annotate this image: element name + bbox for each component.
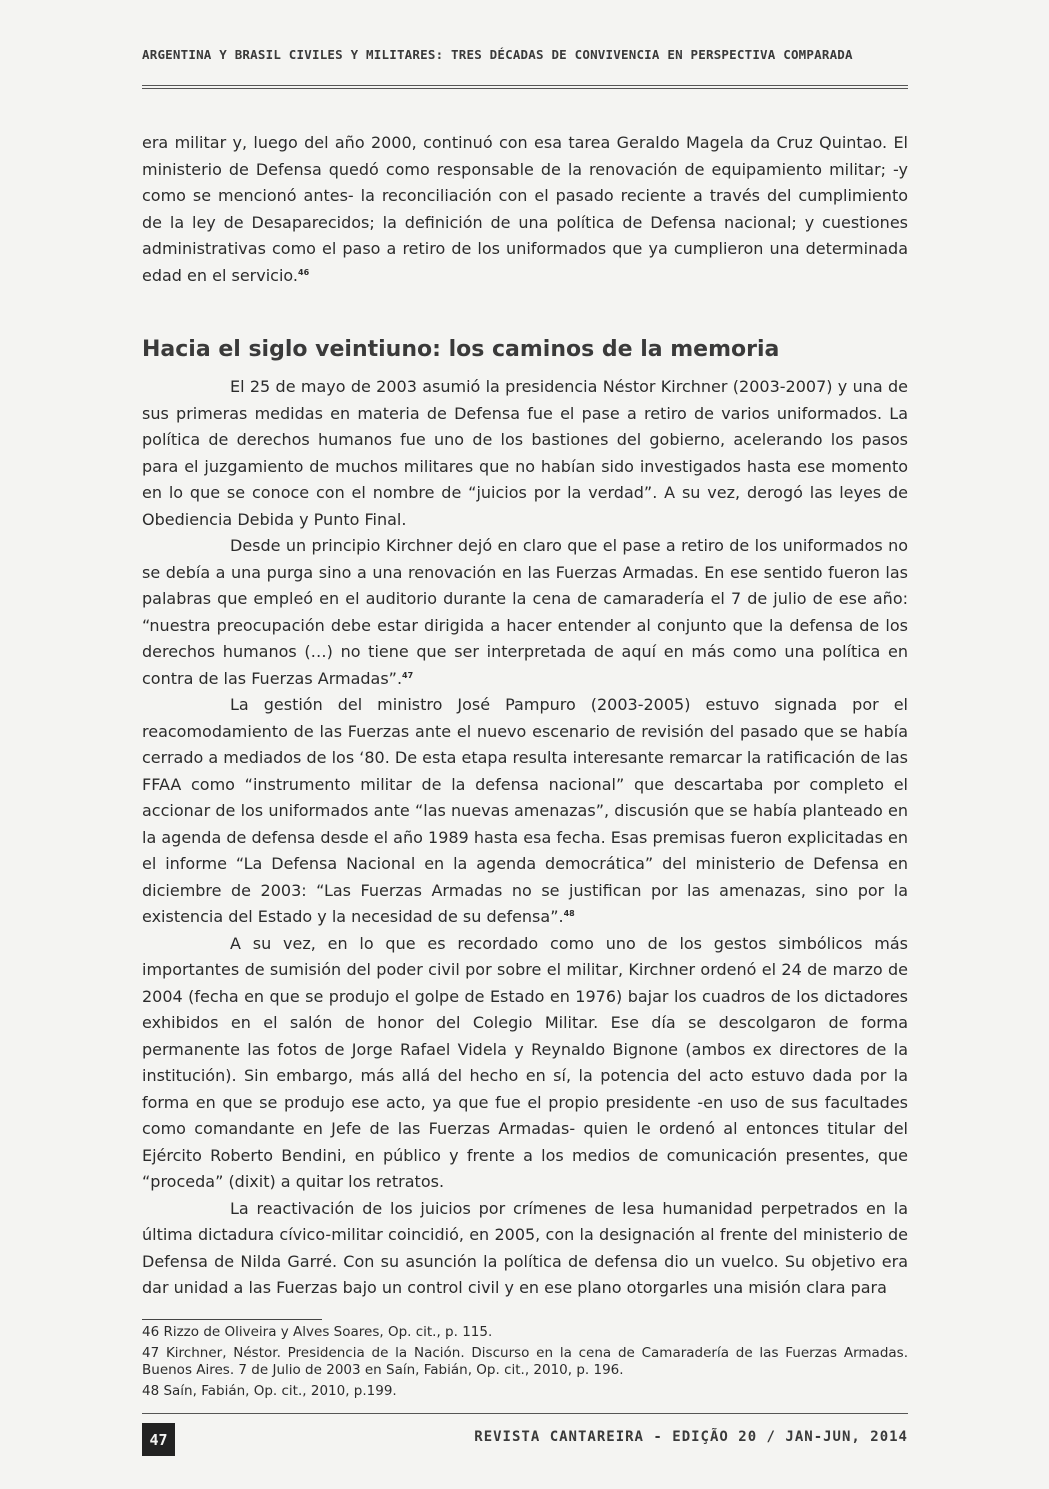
header-rule (142, 85, 908, 86)
paragraph (142, 692, 908, 931)
paragraph (142, 533, 908, 692)
section-body (142, 374, 908, 1302)
intro-paragraph (142, 130, 908, 289)
header-rule-secondary (142, 88, 908, 89)
section-heading: Hacia el siglo veintiuno: los caminos de la memoria (142, 337, 780, 362)
paragraph-text: Desde un principio Kirchner dejó en claro que el pase a retiro de los uniformados no se debía a una purga sino a una renovación en las Fuerzas Armadas. En ese sentido fueron las palabras que empleó en el auditorio durante la cena de camaradería el 7 de julio de ese año: “nuestra preocupación debe estar dirigida a hacer entender al conjunto que la defensa de los derechos humanos (…) no tiene que ser interpretada de aquí en más como una política en contra de las Fuerzas Armadas”. (142, 536, 908, 688)
paragraph (142, 1196, 908, 1302)
footnote-ref[interactable]: 48 (563, 909, 575, 918)
paragraph-text: La gestión del ministro José Pampuro (2003-2005) estuvo signada por el reacomodamiento de las Fuerzas ante el nuevo escenario de revisión del pasado que se había cerrado a mediados de los ‘80. De esta etapa resulta interesante remarcar la ratificación de las FFAA como “instrumento militar de la defensa nacional” que descartaba por completo el accionar de los uniformados ante “las nuevas amenazas”, discusión que se había planteado en la agenda de defensa desde el año 1989 hasta esa fecha. Esas premisas fueron explicitadas en el informe “La Defensa Nacional en la agenda democrática” del ministerio de Defensa en diciembre de 2003: “Las Fuerzas Armadas no se justifican por las amenazas, sino por la existencia del Estado y la necesidad de su defensa”. (142, 695, 908, 926)
paragraph-text: La reactivación de los juicios por crímenes de lesa humanidad perpetrados en la última dictadura cívico-militar coincidió, en 2005, con la designación al frente del ministerio de Defensa de Nilda Garré. Con su asunción la política de defensa dio un vuelco. Su objetivo era dar unidad a las Fuerzas bajo un control civil y en ese plano otorgarles una misión clara para (142, 1198, 908, 1297)
footnote: 47 Kirchner, Néstor. Presidencia de la Nación. Discurso en la cena de Camaradería de las Fuerzas Armadas. Buenos Aires. 7 de Julio de 2003 en Saín, Fabián, Op. cit., 2010, p. 196. (142, 1345, 908, 1378)
intro-paragraph-block (142, 130, 908, 289)
footnote-separator (142, 1319, 322, 1320)
journal-name: REVISTA CANTAREIRA - EDIÇÃO 20 / JAN-JUN, 2014 (474, 1429, 908, 1445)
running-header-title: ARGENTINA Y BRASIL CIVILES Y MILITARES: TRES DÉCADAS DE CONVIVENCIA EN PERSPECTIVA COMPARADA (142, 47, 853, 62)
paragraph-text: A su vez, en lo que es recordado como uno de los gestos simbólicos más importantes de sumisión del poder civil por sobre el militar, Kirchner ordenó el 24 de marzo de 2004 (fecha en que se produjo el golpe de Estado en 1976) bajar los cuadros de los dictadores exhibidos en el salón de honor del Colegio Militar. Ese día se descolgaron de forma permanente las fotos de Jorge Rafael Videla y Reynaldo Bignone (ambos ex directores de la institución). Sin embargo, más allá del hecho en sí, la potencia del acto estuvo dada por la forma en que se produjo ese acto, ya que fue el propio presidente -en uso de sus facultades como comandante en Jefe de las Fuerzas Armadas- quien le ordenó al entonces titular del Ejército Roberto Bendini, en público y frente a los medios de comunicación presentes, que “proceda” (dixit) a quitar los retratos. (142, 933, 908, 1191)
footnotes (142, 1324, 908, 1404)
footnote: 48 Saín, Fabián, Op. cit., 2010, p.199. (142, 1383, 397, 1399)
paragraph-text: era militar y, luego del año 2000, continuó con esa tarea Geraldo Magela da Cruz Quintao. El ministerio de Defensa quedó como responsable de la renovación de equipamiento militar; -y como se mencionó antes- la reconciliación con el pasado reciente a través del cumplimiento de la ley de Desaparecidos; la definición de una política de Defensa nacional; y cuestiones administrativas como el paso a retiro de los uniformados que ya cumplieron una determinada edad en el servicio. (142, 133, 908, 285)
paragraph-text: El 25 de mayo de 2003 asumió la presidencia Néstor Kirchner (2003-2007) y una de sus primeras medidas en materia de Defensa fue el pase a retiro de varios uniformados. La política de derechos humanos fue uno de los bastiones del gobierno, acelerando los pasos para el juzgamiento de muchos militares que no habían sido investigados hasta ese momento en lo que se conoce con el nombre de “juicios por la verdad”. A su vez, derogó las leyes de Obediencia Debida y Punto Final. (142, 377, 908, 529)
paragraph (142, 374, 908, 533)
footnote-ref[interactable]: 47 (402, 670, 414, 680)
footnote: 46 Rizzo de Oliveira y Alves Soares, Op. cit., p. 115. (142, 1324, 493, 1340)
paragraph (142, 931, 908, 1196)
footer-rule (142, 1413, 908, 1414)
footnote-ref[interactable]: 46 (298, 267, 310, 277)
page-number: 47 (142, 1423, 175, 1456)
